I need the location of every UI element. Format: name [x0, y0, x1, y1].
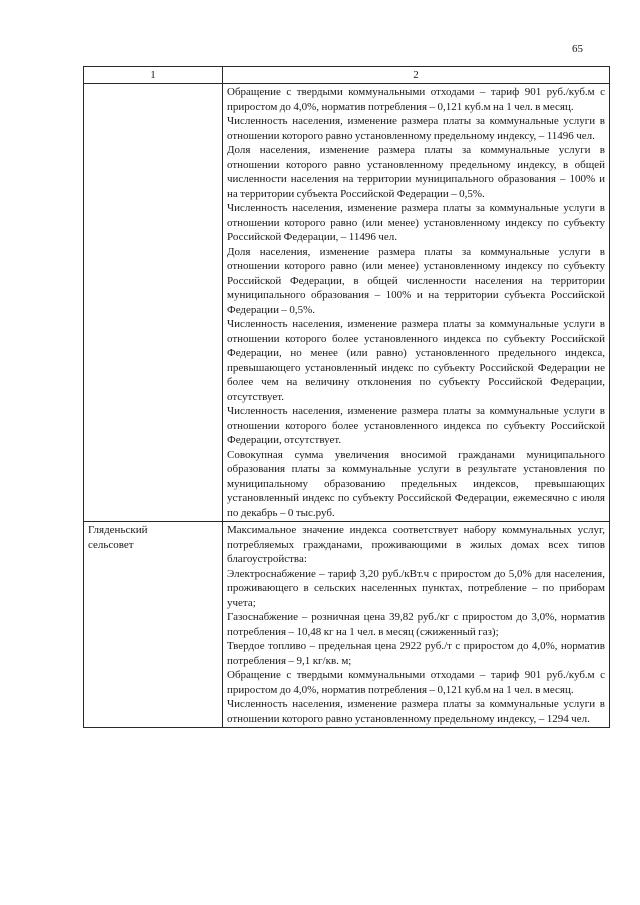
municipality-name-cell: [84, 84, 223, 522]
description-text: [223, 84, 609, 521]
table-row: [84, 84, 610, 522]
paragraph: Максимальное значение индекса соответствует набору коммунальных услуг, потребляемых гражданами, проживающими в жилых домах всех типов благоустройства:: [227, 524, 605, 565]
paragraph: Численность населения, изменение размера платы за коммунальные услуги в отношении которого более установленного индекса по субъекту Российской Федерации, но менее (или равно) установленного предельного индекса, превышающего установленный индекс по субъекту Российской Федерации не более чем на величину отклонения по субъекту Российской Федерации, отсутствует.: [227, 318, 605, 403]
paragraph: Обращение с твердыми коммунальными отходами – тариф 901 руб./куб.м с приростом до 4,0%, норматив потребления – 0,121 куб.м на 1 чел. в месяц.: [227, 669, 605, 696]
paragraph: Газоснабжение – розничная цена 39,82 руб./кг с приростом до 3,0%, норматив потребления – 10,48 кг на 1 чел. в месяц (сжиженный газ);: [227, 611, 605, 638]
column-header-2: 2: [223, 67, 610, 84]
municipality-name: Гляденьский сельсовет: [88, 524, 148, 551]
municipality-name-cell: [84, 522, 223, 728]
paragraph: Численность населения, изменение размера платы за коммунальные услуги в отношении которого равно (или менее) установленному индексу по субъекту Российской Федерации, – 11496 чел.: [227, 202, 605, 243]
table-header-row: [84, 67, 610, 84]
column-header-1: 1: [84, 67, 223, 84]
paragraph: Численность населения, изменение размера платы за коммунальные услуги в отношении которого более установленного индекса по субъекту Российской Федерации, отсутствует.: [227, 405, 605, 446]
description-text: [223, 522, 609, 727]
paragraph: Твердое топливо – предельная цена 2922 руб./т с приростом до 4,0%, норматив потребления – 9,1 кг/кв. м;: [227, 640, 605, 667]
page-number: 65: [572, 43, 583, 55]
paragraph: Электроснабжение – тариф 3,20 руб./кВт.ч с приростом до 5,0% для населения, проживающего в сельских населенных пунктах, потребление – по приборам учета;: [227, 567, 605, 609]
paragraph: Численность населения, изменение размера платы за коммунальные услуги в отношении которого равно установленному предельному индексу, – 11496 чел.: [227, 115, 605, 142]
data-table: [83, 66, 610, 728]
paragraph: Доля населения, изменение размера платы за коммунальные услуги в отношении которого равно установленному предельному индексу, в общей численности населения на территории муниципального образования – 100% и на территории субъекта Российской Федерации – 0,5%.: [227, 144, 605, 200]
paragraph: Обращение с твердыми коммунальными отходами – тариф 901 руб./куб.м с приростом до 4,0%, норматив потребления – 0,121 куб.м на 1 чел. в месяц.: [227, 86, 605, 113]
municipality-name: [84, 84, 222, 86]
paragraph: Численность населения, изменение размера платы за коммунальные услуги в отношении которого равно установленному предельному индексу, – 1294 чел.: [227, 698, 605, 725]
table-row: [84, 522, 610, 728]
paragraph: Совокупная сумма увеличения вносимой гражданами муниципального образования платы за коммунальные услуги в результате установления по муниципальному образованию предельных индексов, превышающих установленный индекс по субъекту Российской Федерации, ежемесячно с июля по декабрь – 0 тыс.руб.: [227, 448, 605, 519]
description-cell: [223, 522, 610, 728]
description-cell: [223, 84, 610, 522]
paragraph: Доля населения, изменение размера платы за коммунальные услуги в отношении которого равно (или менее) установленному индексу по субъекту Российской Федерации, в общей численности населения на территории муниципального образования – 100% и на территории субъекта Российской Федерации – 0,5%.: [227, 245, 605, 316]
